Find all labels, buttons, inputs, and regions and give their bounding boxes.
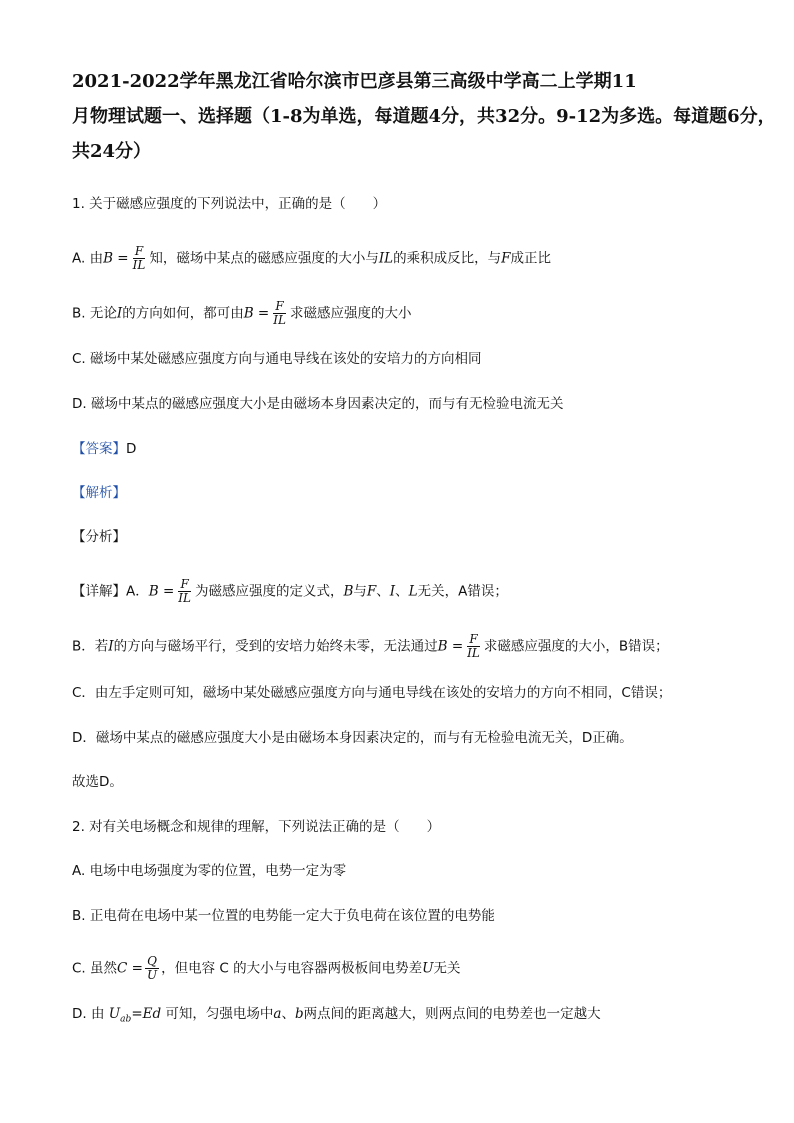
title-line-1: 2021-2022学年黑龙江省哈尔滨市巴彦县第三高级中学高二上学期11: [72, 71, 637, 92]
q1-answer: [72, 440, 732, 458]
q1-conclusion: 故选D。: [72, 774, 123, 790]
q1-option-c: C. 磁场中某处磁感应强度方向与通电导线在该处的安培力的方向相同: [72, 351, 482, 367]
q2-option-b: B. 正电荷在电场中某一位置的电势能一定大于负电荷在该位置的电势能: [72, 908, 495, 924]
q2-option-c: [72, 955, 732, 982]
detail-a-sep1: 、: [376, 583, 390, 600]
q2-c-pre: C. 虽然: [72, 960, 118, 977]
q1-b-num: F: [275, 299, 284, 313]
q1-detail-c: C．由左手定则可知，磁场中某处磁感应强度方向与通电导线在该处的安培力的方向不相同，C错误；: [72, 685, 672, 701]
q2-d-b: b: [294, 1006, 304, 1022]
detail-b-post: 求磁感应强度的大小，B错误；: [483, 638, 669, 655]
q2-c-fraction: [145, 955, 159, 982]
q2-option-a: A. 电场中电场强度为零的位置，电势一定为零: [72, 863, 347, 879]
q1-b-mid: 的方向如何，都可由: [122, 305, 244, 322]
q2-d-mid: 可知，匀强电场中: [161, 1006, 274, 1022]
detail-a-v2: F: [366, 583, 377, 600]
q1-option-a: [72, 245, 732, 272]
detail-a-v1: B: [343, 583, 354, 600]
answer-tag: 【答案】: [72, 441, 126, 457]
q2-c-den: U: [146, 968, 158, 982]
q1-b-post: 求磁感应强度的大小: [289, 305, 412, 322]
detail-a-mid: 为磁感应强度的定义式，: [195, 583, 344, 600]
q1-a-post3: 成正比: [510, 250, 552, 267]
detail-a-eq: B =: [148, 583, 175, 600]
q1-b-eq: B =: [243, 305, 270, 322]
analysis-tag: 【解析】: [72, 485, 126, 501]
q2-c-eq: C =: [117, 960, 143, 977]
q1-b-pre: B. 无论: [72, 305, 117, 322]
detail-a-v3: I: [389, 583, 396, 600]
detail-b-var: I: [108, 638, 114, 655]
q2-option-d: [72, 1005, 732, 1029]
q2-d-u: U: [108, 1006, 121, 1022]
detail-a-sep2: 、: [395, 583, 409, 600]
q2-c-mid: ，但电容 C 的大小与电容器两极板间电势差: [161, 960, 423, 977]
answer-value: D: [126, 441, 137, 457]
q2-c-post: 无关: [433, 960, 461, 977]
q1-a-pre: A. 由: [72, 250, 104, 267]
q1-a-var: IL: [378, 250, 394, 267]
q2-d-post: 两点间的距离越大，则两点间的电势差也一定越大: [303, 1006, 601, 1022]
q1-detail-b: [72, 633, 732, 660]
detail-a-den: IL: [178, 591, 191, 605]
detail-b-eq: B =: [437, 638, 464, 655]
title-line-3: 共24分）: [72, 141, 152, 162]
q1-detail-a: [72, 578, 732, 605]
q1-stem: 1. 关于磁感应强度的下列说法中，正确的是（ ）: [72, 196, 387, 212]
detail-b-mid: 的方向与磁场平行，受到的安培力始终未零，无法通过: [113, 638, 438, 655]
q1-option-b: [72, 300, 732, 327]
q1-a-post1: 知，磁场中某点的磁感应强度的大小与: [149, 250, 379, 267]
q1-a-num: F: [134, 244, 144, 258]
detail-a-num: F: [180, 577, 189, 591]
detail-b-num: F: [469, 632, 478, 646]
q2-c-num: Q: [147, 954, 157, 968]
q2-d-sep: 、: [281, 1006, 295, 1022]
fenxi-tag: 【分析】: [72, 529, 126, 545]
q1-b-var: I: [116, 305, 123, 322]
q2-d-a: a: [273, 1006, 282, 1022]
q2-d-pre: D. 由: [72, 1006, 109, 1022]
detail-tag: 【详解】: [72, 583, 126, 600]
q1-a-post2: 的乘积成反比，与: [393, 250, 502, 267]
detail-a-post: 无关，A错误；: [417, 583, 508, 600]
detail-b-fraction: [465, 633, 482, 660]
detail-a-pre: A．: [126, 583, 149, 600]
detail-a-v4: L: [408, 583, 418, 600]
q2-d-sub: ab: [120, 1014, 132, 1025]
detail-a-t1: 与: [353, 583, 367, 600]
q1-b-fraction: [271, 300, 288, 327]
detail-b-den: IL: [467, 646, 480, 660]
q1-b-den: IL: [273, 313, 286, 327]
q1-a-eq: B =: [103, 250, 129, 267]
q1-detail-d: D．磁场中某点的磁感应强度大小是由磁场本身因素决定的，而与有无检验电流无关，D正确。: [72, 730, 633, 746]
q2-d-eq: =Ed: [131, 1006, 162, 1022]
q2-c-var: U: [422, 960, 434, 977]
q1-a-var2: F: [501, 250, 511, 267]
q2-stem: 2. 对有关电场概念和规律的理解，下列说法正确的是（ ）: [72, 819, 441, 835]
title-line-2: 月物理试题一、选择题（1-8为单选，每道题4分，共32分。9-12为多选。每道题6分，: [72, 106, 776, 127]
q1-option-d: D. 磁场中某点的磁感应强度大小是由磁场本身因素决定的，而与有无检验电流无关: [72, 396, 564, 412]
q1-a-fraction: [131, 245, 148, 272]
q1-a-den: IL: [132, 258, 146, 272]
detail-a-fraction: [176, 578, 193, 605]
detail-b-pre: B．若: [72, 638, 109, 655]
